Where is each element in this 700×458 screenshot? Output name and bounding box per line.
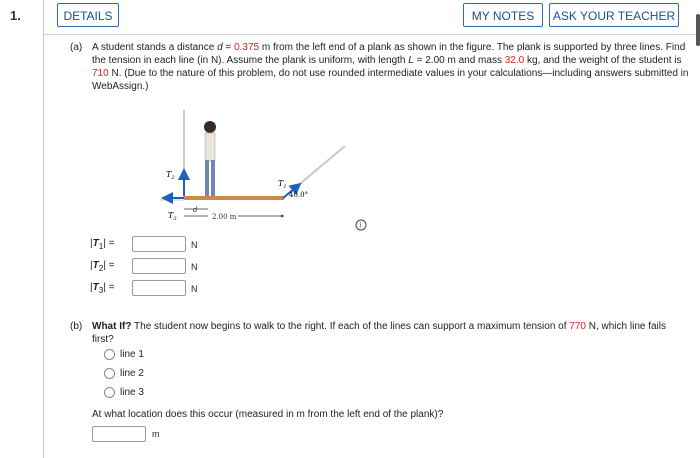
student-figure — [204, 121, 216, 196]
plank-figure — [160, 110, 360, 230]
part-a-label: (a) — [70, 42, 83, 53]
mass-value: 32.0 — [504, 55, 525, 66]
divider-vertical — [43, 0, 44, 458]
angle-label: 40.0° — [289, 191, 309, 199]
location-question: At what location does this occur (measured in m from the left end of the plank)? — [92, 409, 444, 420]
question-number: 1. — [10, 8, 21, 23]
scrollbar[interactable] — [696, 14, 700, 46]
t2-label: $T_2$ — [166, 170, 175, 181]
t2-input[interactable] — [132, 258, 186, 274]
radio-circle[interactable] — [104, 387, 115, 398]
t2-magnitude-label: $|T_2|$ = — [90, 260, 115, 273]
t3-input[interactable] — [132, 280, 186, 296]
question-header — [0, 0, 700, 32]
ask-your-teacher-button[interactable]: ASK YOUR TEACHER — [549, 3, 679, 27]
part-b-text: What If? The student now begins to walk to the right. If each of the lines can support a maximum tension of 770 N, which line fails first? — [92, 321, 666, 345]
my-notes-button[interactable]: MY NOTES — [463, 3, 543, 27]
weight-value: 710 — [92, 68, 109, 79]
max-tension-value: 770 — [569, 321, 586, 332]
length-label: 2.00 m — [212, 213, 237, 221]
t3-magnitude-label: $|T_3|$ = — [90, 282, 115, 295]
part-a-text: A student stands a distance d = 0.375 m from the left end of a plank as shown in the figure. The plank is supported by three lines. Find the tension in each line (in N). Assume the plank is uniform, with length L = 2.00 m and mass 32.0 kg, and the weight of the student is 710 N. (Due to the nature of this problem, do not use rounded intermediate values in your calculations—including answers submitted in WebAssign.) — [92, 42, 689, 92]
svg-text:i: i — [359, 221, 362, 230]
plank — [184, 196, 284, 200]
info-icon[interactable] — [355, 219, 367, 231]
t1-label: $T_1$ — [278, 179, 287, 190]
part-b-label: (b) — [70, 321, 83, 332]
t1-input[interactable] — [132, 236, 186, 252]
radio-circle[interactable] — [104, 349, 115, 360]
d-label: d — [193, 206, 198, 214]
t1-unit: N — [191, 240, 198, 250]
part-a-prompt — [70, 41, 690, 92]
location-unit: m — [152, 429, 160, 439]
t3-label: $T_3$ — [168, 211, 177, 222]
t1-magnitude-label: $|T_1|$ = — [90, 238, 115, 251]
details-button[interactable]: DETAILS — [57, 3, 119, 27]
d-value: 0.375 — [234, 42, 260, 53]
divider-horizontal — [44, 34, 696, 35]
location-input[interactable] — [92, 426, 146, 442]
t2-unit: N — [191, 262, 198, 272]
radio-circle[interactable] — [104, 368, 115, 379]
t3-unit: N — [191, 284, 198, 294]
